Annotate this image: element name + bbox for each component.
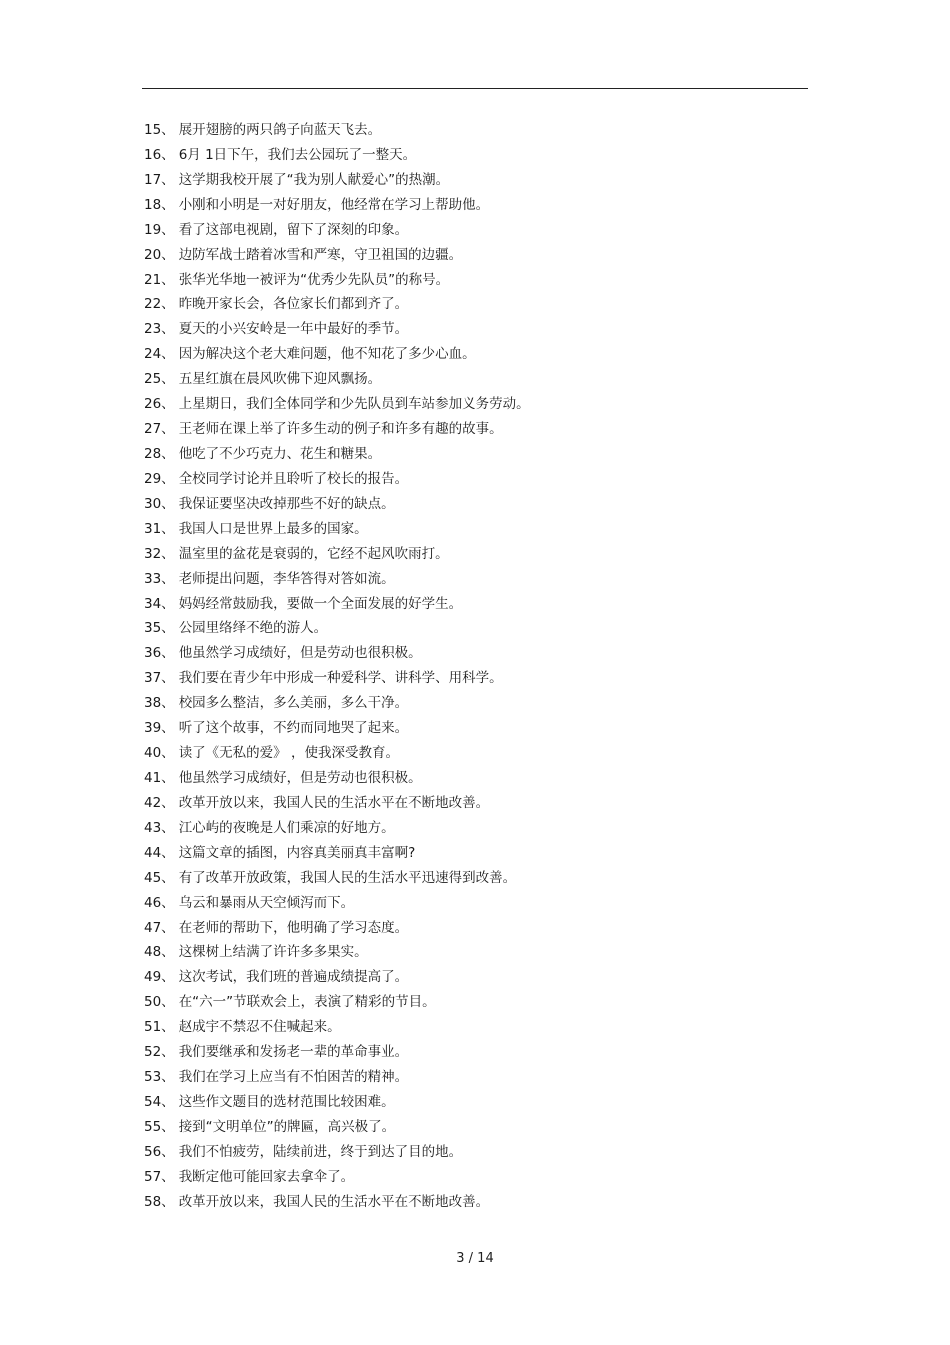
sentence-line: [144, 841, 804, 866]
sentence-number: 58、: [144, 1193, 175, 1210]
sentence-text: 看了这部电视剧，留下了深刻的印象。: [178, 221, 409, 238]
sentence-number: 47、: [144, 919, 175, 936]
sentence-line: [144, 791, 804, 816]
sentence-line: [144, 965, 804, 990]
sentence-line: [144, 1090, 804, 1115]
sentence-line: [144, 118, 804, 143]
sentence-text: 这篇文章的插图，内容真美丽真丰富啊?: [178, 844, 416, 861]
sentence-number: 57、: [144, 1168, 175, 1185]
sentence-number: 32、: [144, 545, 175, 562]
sentence-text: 我们要在青少年中形成一种爱科学、讲科学、用科学。: [178, 670, 503, 687]
sentence-text: 校园多么整洁，多么美丽，多么干净。: [178, 695, 409, 712]
sentence-line: [144, 218, 804, 243]
sentence-number: 49、: [144, 969, 175, 986]
sentence-number: 56、: [144, 1143, 175, 1160]
sentence-text: 在老师的帮助下，他明确了学习态度。: [178, 919, 409, 936]
sentence-number: 21、: [144, 271, 175, 288]
sentence-number: 23、: [144, 321, 175, 338]
sentence-text: 上星期日，我们全体同学和少先队员到车站参加义务劳动。: [178, 396, 530, 413]
sentence-number: 39、: [144, 720, 175, 737]
sentence-text: 我国人口是世界上最多的国家。: [178, 520, 368, 537]
sentence-text: 小刚和小明是一对好朋友，他经常在学习上帮助他。: [178, 196, 490, 213]
sentence-line: [144, 641, 804, 666]
sentence-text: 展开翅膀的两只鸽子向蓝天飞去。: [178, 122, 382, 138]
sentence-line: [144, 342, 804, 367]
sentence-number: 45、: [144, 869, 175, 886]
sentence-text: 他吃了不少巧克力、花生和糖果。: [178, 445, 382, 462]
sentence-text: 我们要继承和发扬老一辈的革命事业。: [178, 1044, 409, 1061]
sentence-line: [144, 292, 804, 317]
sentence-line: [144, 666, 804, 691]
sentence-text: 江心屿的夜晚是人们乘凉的好地方。: [178, 819, 395, 836]
sentence-number: 20、: [144, 246, 175, 263]
sentence-number: 52、: [144, 1044, 175, 1061]
sentence-line: [144, 741, 804, 766]
sentence-text: 公园里络绎不绝的游人。: [178, 620, 328, 637]
sentence-number: 17、: [144, 171, 175, 188]
sentence-number: 36、: [144, 645, 175, 662]
sentence-line: [144, 1140, 804, 1165]
page-number: 3 / 14: [456, 1251, 494, 1266]
sentence-line: [144, 816, 804, 841]
sentence-line: [144, 766, 804, 791]
sentence-line: [144, 168, 804, 193]
sentence-number: 33、: [144, 570, 175, 587]
sentence-line: [144, 243, 804, 268]
sentence-text: 改革开放以来，我国人民的生活水平在不断地改善。: [178, 794, 490, 811]
sentence-number: 15、: [144, 122, 175, 138]
sentence-line: [144, 367, 804, 392]
sentence-line: [144, 1065, 804, 1090]
sentence-line: [144, 990, 804, 1015]
sentence-number: 37、: [144, 670, 175, 687]
sentence-number: 50、: [144, 994, 175, 1011]
sentence-number: 46、: [144, 894, 175, 911]
sentence-line: [144, 567, 804, 592]
sentence-text: 接到“文明单位”的牌匾，高兴极了。: [178, 1118, 396, 1135]
sentence-number: 41、: [144, 769, 175, 786]
sentence-line: [144, 940, 804, 965]
sentence-number: 43、: [144, 819, 175, 836]
sentence-number: 19、: [144, 221, 175, 238]
sentence-text: 改革开放以来，我国人民的生活水平在不断地改善。: [178, 1193, 490, 1210]
sentence-line: [144, 442, 804, 467]
sentence-number: 35、: [144, 620, 175, 637]
sentence-number: 51、: [144, 1019, 175, 1036]
sentence-number: 27、: [144, 421, 175, 438]
sentence-text: 在“六一”节联欢会上，表演了精彩的节目。: [178, 994, 436, 1011]
sentence-number: 16、: [144, 146, 175, 163]
sentence-text: 这学期我校开展了“我为别人献爱心”的热潮。: [178, 171, 450, 188]
sentence-text: 有了改革开放政策，我国人民的生活水平迅速得到改善。: [178, 869, 517, 886]
sentence-text: 妈妈经常鼓励我，要做一个全面发展的好学生。: [178, 595, 463, 612]
sentence-line: [144, 716, 804, 741]
sentence-number: 48、: [144, 944, 175, 961]
sentence-text: 张华光华地一被评为“优秀少先队员”的称号。: [178, 271, 450, 288]
sentence-text: 这些作文题目的选材范围比较困难。: [178, 1093, 395, 1110]
sentence-text: 我保证要坚决改掉那些不好的缺点。: [178, 495, 395, 512]
sentence-line: [144, 193, 804, 218]
sentence-text: 温室里的盆花是衰弱的，它经不起风吹雨打。: [178, 545, 449, 562]
sentence-text: 因为解决这个老大难问题，他不知花了多少心血。: [178, 346, 476, 363]
sentence-number: 22、: [144, 296, 175, 313]
sentence-line: [144, 268, 804, 293]
sentence-number: 26、: [144, 396, 175, 413]
sentence-line: [144, 1115, 804, 1140]
sentence-line: [144, 542, 804, 567]
sentence-text: 我们在学习上应当有不怕困苦的精神。: [178, 1069, 409, 1086]
sentence-number: 55、: [144, 1118, 175, 1135]
sentence-text: 昨晚开家长会，各位家长们都到齐了。: [178, 296, 409, 313]
sentence-text: 听了这个故事，不约而同地哭了起来。: [178, 720, 409, 737]
sentence-line: [144, 517, 804, 542]
sentence-line: [144, 317, 804, 342]
sentence-text: 读了《无私的爱》 ，使我深受教育。: [178, 745, 399, 762]
sentence-number: 44、: [144, 844, 175, 861]
sentence-line: [144, 866, 804, 891]
sentence-line: [144, 467, 804, 492]
sentence-text: 赵成宇不禁忍不住喊起来。: [178, 1019, 341, 1036]
sentence-number: 31、: [144, 520, 175, 537]
sentence-number: 53、: [144, 1069, 175, 1086]
sentence-number: 25、: [144, 371, 175, 388]
sentence-text: 我断定他可能回家去拿伞了。: [178, 1168, 355, 1185]
sentence-number: 54、: [144, 1093, 175, 1110]
sentence-line: [144, 143, 804, 168]
sentence-line: [144, 1190, 804, 1215]
sentence-text: 这次考试，我们班的普遍成绩提高了。: [178, 969, 409, 986]
sentence-list: [144, 118, 804, 1215]
sentence-line: [144, 1165, 804, 1190]
sentence-number: 24、: [144, 346, 175, 363]
sentence-text: 这棵树上结满了许许多多果实。: [178, 944, 368, 961]
sentence-line: [144, 392, 804, 417]
sentence-line: [144, 592, 804, 617]
sentence-line: [144, 492, 804, 517]
sentence-number: 40、: [144, 745, 175, 762]
sentence-number: 29、: [144, 470, 175, 487]
sentence-text: 我们不怕疲劳，陆续前进，终于到达了目的地。: [178, 1143, 463, 1160]
sentence-text: 边防军战士踏着冰雪和严寒，守卫祖国的边疆。: [178, 246, 463, 263]
sentence-number: 38、: [144, 695, 175, 712]
sentence-number: 42、: [144, 794, 175, 811]
sentence-number: 18、: [144, 196, 175, 213]
sentence-text: 王老师在课上举了许多生动的例子和许多有趣的故事。: [178, 421, 503, 438]
sentence-text: 他虽然学习成绩好，但是劳动也很积极。: [178, 769, 422, 786]
sentence-line: [144, 1040, 804, 1065]
sentence-number: 34、: [144, 595, 175, 612]
sentence-text: 五星红旗在晨风吹佛下迎风飘扬。: [178, 371, 382, 388]
sentence-text: 全校同学讨论并且聆听了校长的报告。: [178, 470, 409, 487]
sentence-number: 28、: [144, 445, 175, 462]
sentence-line: [144, 916, 804, 941]
sentence-text: 他虽然学习成绩好，但是劳动也很积极。: [178, 645, 422, 662]
sentence-text: 夏天的小兴安岭是一年中最好的季节。: [178, 321, 409, 338]
sentence-number: 30、: [144, 495, 175, 512]
sentence-line: [144, 1015, 804, 1040]
sentence-text: 乌云和暴雨从天空倾泻而下。: [178, 894, 355, 911]
sentence-line: [144, 616, 804, 641]
sentence-line: [144, 691, 804, 716]
sentence-text: 老师提出问题，李华答得对答如流。: [178, 570, 395, 587]
sentence-line: [144, 891, 804, 916]
sentence-line: [144, 417, 804, 442]
header-rule: [142, 88, 808, 89]
sentence-text: 6月 1日下午，我们去公园玩了一整天。: [178, 146, 417, 163]
